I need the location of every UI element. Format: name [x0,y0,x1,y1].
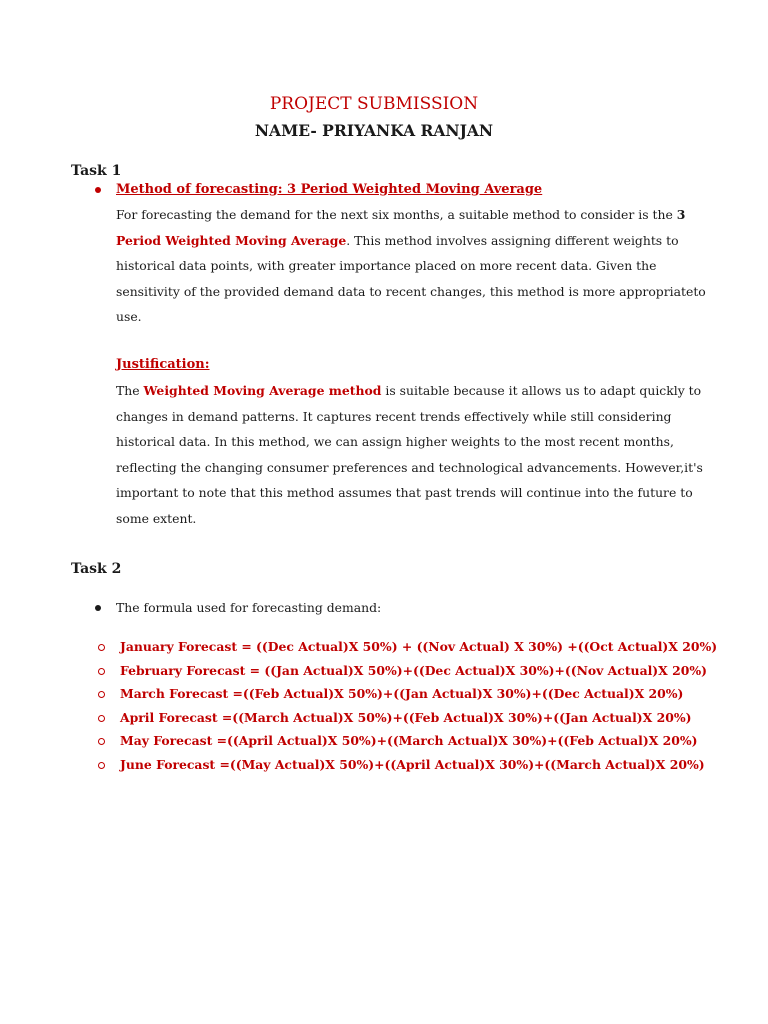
formula-item [96,637,717,661]
text-run-highlight: Period Weighted Moving Average [116,232,347,248]
circle-bullet-icon [98,668,105,675]
circle-bullet-icon [98,691,105,698]
bullet-dot-icon [95,187,101,193]
circle-bullet-icon [98,715,105,722]
paragraph-line: historical data points, with greater importance placed on more recent data. Given the [116,258,657,273]
method-heading: Method of forecasting: 3 Period Weighted Moving Average [116,182,543,197]
formula-item [96,731,717,755]
formula-text: June Forecast =((May Actual)X 50%)+((April Actual)X 30%)+((March Actual)X 20%) [120,756,705,772]
paragraph-line [116,378,702,404]
justification-paragraph [116,378,703,531]
paragraph-line: historical data. In this method, we can assign higher weights to the most recent months, [116,434,674,449]
task-2-label: Task 2 [71,561,122,577]
formula-text: February Forecast = ((Jan Actual)X 50%)+((Dec Actual)X 30%)+((Nov Actual)X 20%) [120,662,707,678]
method-paragraph [116,202,706,330]
text-run-highlight: Weighted Moving Average method [143,383,382,398]
formula-item [96,684,717,708]
paragraph-line: important to note that this method assumes that past trends will continue into the future to [116,485,693,500]
formula-item [96,661,717,685]
paragraph-line: reflecting the changing consumer preferences and technological advancements. However,it's [116,459,703,475]
text-run: is suitable because it allows us to adapt quickly to [381,383,702,398]
formula-list [96,637,717,779]
text-run: The [116,383,144,398]
paragraph-line: changes in demand patterns. It captures recent trends effectively while still considering [116,408,672,424]
formula-text: March Forecast =((Feb Actual)X 50%)+((Jan Actual)X 30%)+((Dec Actual)X 20%) [120,686,684,702]
text-run: For forecasting the demand for the next six months, a suitable method to consider is the [116,207,677,222]
formula-item [96,755,717,779]
paragraph-line: some extent. [116,510,197,526]
bullet-dot-icon [95,605,101,611]
formula-text: May Forecast =((April Actual)X 50%)+((March Actual)X 30%)+((Feb Actual)X 20%) [120,733,698,749]
circle-bullet-icon [98,762,105,769]
circle-bullet-icon [98,644,105,651]
paragraph-line [116,228,679,254]
formula-intro: The formula used for forecasting demand: [116,600,382,615]
formula-item [96,708,717,732]
circle-bullet-icon [98,738,105,745]
task-1-label: Task 1 [71,163,122,179]
paragraph-line: use. [116,309,142,324]
text-run: . This method involves assigning different weights to [346,232,679,248]
paragraph-line: sensitivity of the provided demand data to recent changes, this method is more appropriateto [116,283,706,299]
author-name: NAME- PRIYANKA RANJAN [254,121,494,140]
paragraph-line [116,202,686,228]
text-run-bold: 3 [676,207,686,222]
document-title: PROJECT SUBMISSION [269,94,479,114]
formula-text: January Forecast = ((Dec Actual)X 50%) + ((Nov Actual) X 30%) +((Oct Actual)X 20%) [120,639,718,654]
justification-heading: Justification: [116,357,210,372]
formula-text: April Forecast =((March Actual)X 50%)+((Feb Actual)X 30%)+((Jan Actual)X 20%) [120,709,692,725]
